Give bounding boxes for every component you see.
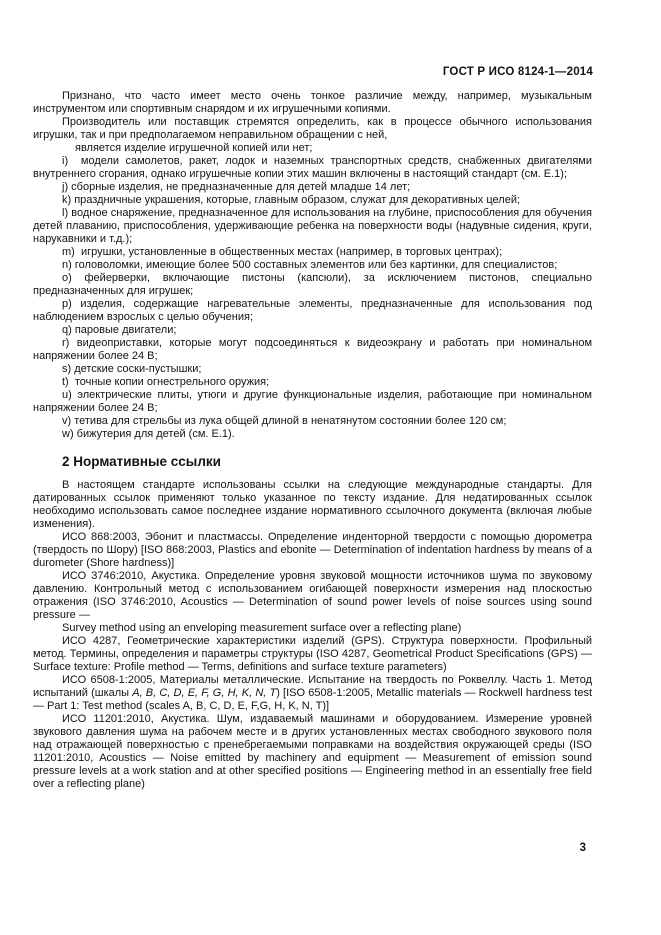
paragraph [33, 376, 592, 389]
paragraph [33, 428, 592, 441]
text-run: ИСО 4287, Геометрические характеристики изделий (GPS). Структура поверхности. Профильный метод. Термины, определения и параметры структуры (ISO 4287, Geometrical Product Specifications (GPS) — Surface texture: Profile method — Terms, definitions and surface texture parameters) [33, 635, 592, 673]
text-run: p) изделия, содержащие нагревательные элементы, предназначенные для использования под наблюдением взрослых с целью обучения; [33, 298, 592, 323]
paragraph [33, 155, 592, 181]
paragraph [33, 389, 592, 415]
paragraph [33, 116, 592, 142]
paragraph [33, 713, 592, 791]
text-run: r) видеоприставки, которые могут подсоединяться к видеоэкрану и работать при номинальном напряжении более 24 В; [33, 337, 592, 362]
paragraph [33, 337, 592, 363]
text-run: q) паровые двигатели; [62, 324, 177, 336]
text-run: s) детские соски-пустышки; [62, 363, 202, 375]
text-run: A, B, C, D, E, F, G, H, K, N, T [132, 687, 277, 699]
text-run: ) [ISO 6508-1:2005, Metallic materials — Rockwell hardness test — Part 1: Test method (scales A, B, C, D, E, F,G, H, K, N, T)] [33, 687, 592, 712]
text-run: o) фейерверки, включающие пистоны (капсюли), за исключением пистонов, специально предназначенных для игрушек; [33, 272, 592, 297]
text-run: m) игрушки, установленные в общественных местах (например, в торговых центрах); [62, 246, 503, 258]
text-run: ИСО 868:2003, Эбонит и пластмассы. Определение инденторной твердости с помощью дюрометра (твердость по Шору) [ISO 868:2003, Plastics and ebonite — Determination of indentation hardness by means of a durometer (Shore hardness)] [33, 531, 592, 569]
paragraph [33, 298, 592, 324]
text-run: t) точные копии огнестрельного оружия; [62, 376, 270, 388]
text-run: В настоящем стандарте использованы ссылки на следующие международные стандарты. Для датированных ссылок применяют только указанное по тексту издание. Для недатированных ссылок необходимо использовать самое последнее издание нормативного ссылочного документа (включая любые изменения). [33, 479, 592, 530]
text-run: u) электрические плиты, утюги и другие функциональные изделия, работающие при номинальном напряжении более 24 В; [33, 389, 592, 414]
text-run: Признано, что часто имеет место очень тонкое различие между, например, музыкальным инструментом или спортивным снарядом и их игрушечными копиями. [33, 90, 592, 115]
page-content [33, 90, 592, 791]
page-number: 3 [579, 842, 586, 854]
document-header [33, 66, 593, 78]
text-run: v) тетива для стрельбы из лука общей длиной в ненатянутом состоянии более 120 см; [62, 415, 507, 427]
text-run: j) сборные изделия, не предназначенные для детей младше 14 лет; [62, 181, 411, 193]
paragraph [33, 246, 592, 259]
paragraph [33, 259, 592, 272]
text-run: Производитель или поставщик стремятся определить, как в процессе обычного использования игрушки, так и при предполагаемом неправильном обращении с ней, [33, 116, 592, 141]
paragraph [33, 181, 592, 194]
text-run: является изделие игрушечной копией или нет; [75, 142, 313, 154]
document-code: ГОСТ Р ИСО 8124-1—2014 [442, 66, 593, 78]
paragraph [33, 570, 592, 622]
section-heading [33, 453, 592, 470]
paragraph [33, 415, 592, 428]
text-run: ИСО 11201:2010, Акустика. Шум, издаваемый машинами и оборудованием. Измерение уровней звукового давления шума на рабочем месте и в других установленных местах свободного звукового поля над отражающей поверхностью с пренебрегаемыми поправками на воздействия окружающей среды (ISO 11201:2010, Acoustics — Noise emitted by machinery and equipment — Measurement of emission sound pressure levels at a work station and at other specified positions — Engineering method in an essentially free field over a reflecting plane) [33, 713, 592, 790]
paragraph [33, 479, 592, 531]
paragraph [33, 272, 592, 298]
text-run: ИСО 6508-1:2005, Материалы металлические. Испытание на твердость по Роквеллу. Часть 1. Метод испытаний (шкалы [33, 674, 592, 699]
paragraph [33, 207, 592, 246]
text-run: Survey method using an enveloping measurement surface over a reflecting plane) [62, 622, 462, 634]
text-run: w) бижутерия для детей (см. Е.1). [62, 428, 235, 440]
paragraph [33, 194, 592, 207]
text-run: i) модели самолетов, ракет, лодок и наземных транспортных средств, снабженных двигателями внутреннего сгорания, однако игрушечные копии этих машин включены в настоящий стандарт (см. Е.1); [33, 155, 592, 180]
paragraph [33, 531, 592, 570]
paragraph [33, 363, 592, 376]
paragraph [33, 635, 592, 674]
page-footer [33, 842, 586, 854]
paragraph [33, 324, 592, 337]
paragraph [33, 90, 592, 116]
text-run: k) праздничные украшения, которые, главным образом, служат для декоративных целей; [62, 194, 521, 206]
text-run: ИСО 3746:2010, Акустика. Определение уровня звуковой мощности источников шума по звуковому давлению. Контрольный метод с использованием огибающей поверхности измерения над плоскостью отражения (ISO 3746:2010, Acoustics — Determination of sound power levels of noise sources using sound pressure — [33, 570, 592, 621]
paragraph [33, 142, 592, 155]
text-run: 2 Нормативные ссылки [62, 454, 221, 469]
text-run: l) водное снаряжение, предназначенное для использования на глубине, приспособления для обучения детей плаванию, приспособления, удерживающие ребенка на поверхности воды (надувные сидения, круги, нарукавники и т.д.); [33, 207, 592, 245]
paragraph [33, 622, 592, 635]
text-run: n) головоломки, имеющие более 500 составных элементов или без картинки, для специалистов; [62, 259, 558, 271]
paragraph [33, 674, 592, 713]
